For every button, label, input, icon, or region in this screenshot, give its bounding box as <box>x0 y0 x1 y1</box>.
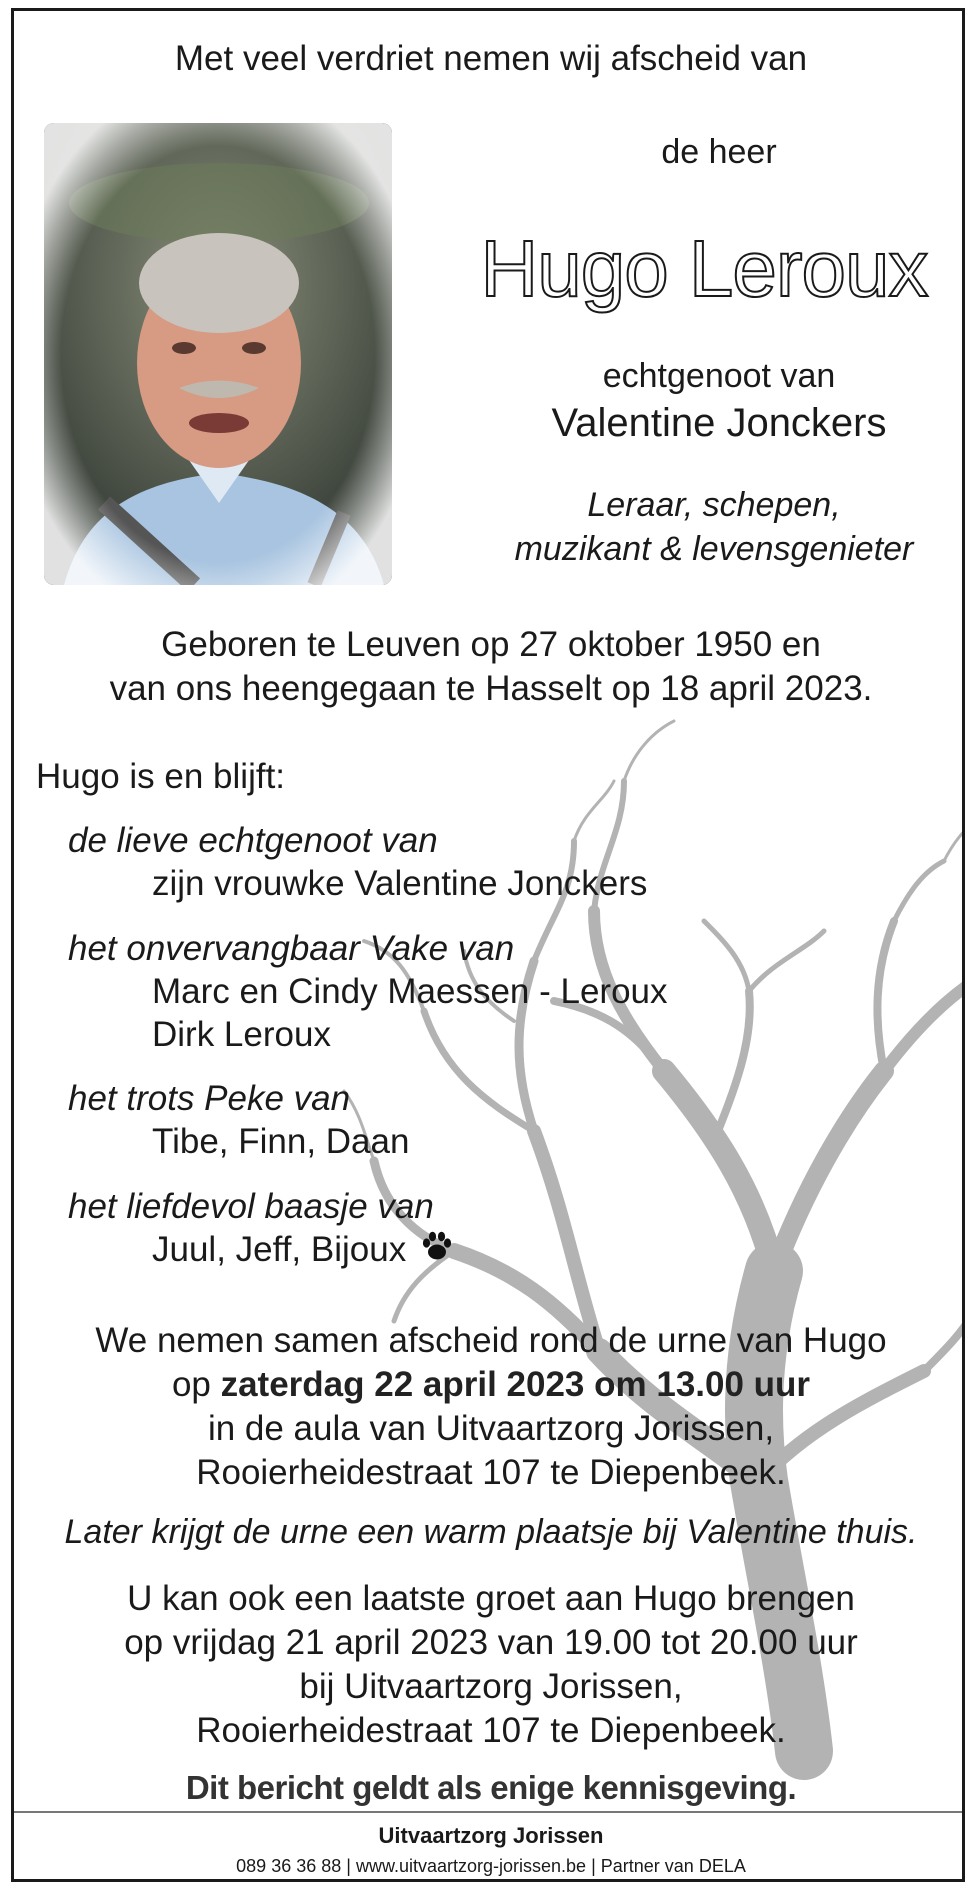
relation-label: de lieve echtgenoot van <box>68 821 438 860</box>
visitation-line: op vrijdag 21 april 2023 van 19.00 tot 20.00 uur <box>124 1623 858 1662</box>
relation-name: Juul, Jeff, Bijoux <box>152 1230 407 1269</box>
relation-name: zijn vrouwke Valentine Jonckers <box>152 864 648 903</box>
footer-separator: | <box>591 1856 601 1876</box>
obituary-card <box>11 8 965 1882</box>
farewell-date: zaterdag 22 april 2023 om 13.00 uur <box>220 1365 811 1404</box>
birth-death <box>14 623 965 711</box>
role-line: muzikant & levensgenieter <box>514 530 914 568</box>
relation-label: het liefdevol baasje van <box>68 1187 434 1226</box>
relation-block <box>68 819 647 905</box>
relation-name: Marc en Cindy Maessen - Leroux <box>152 972 668 1011</box>
footer-partner: Partner van DELA <box>600 1856 746 1876</box>
title-prefix: de heer <box>661 133 777 171</box>
farewell-prefix: op <box>171 1365 221 1404</box>
notice: Dit bericht geldt als enige kennisgeving. <box>185 1769 797 1806</box>
farewell-block <box>14 1319 965 1495</box>
birth-line: Geboren te Leuven op 27 oktober 1950 en <box>161 625 821 664</box>
relation-label: het trots Peke van <box>68 1079 351 1118</box>
relations-intro: Hugo is en blijft: <box>36 757 286 796</box>
paw-icon <box>420 1229 454 1263</box>
farewell-line: in de aula van Uitvaartzorg Jorissen, <box>207 1409 775 1448</box>
visitation-line: bij Uitvaartzorg Jorissen, <box>299 1667 683 1706</box>
intro-text: Met veel verdriet nemen wij afscheid van <box>174 39 808 78</box>
spouse-name: Valentine Jonckers <box>551 401 887 445</box>
relation-name: Dirk Leroux <box>152 1015 331 1054</box>
role-line: Leraar, schepen, <box>587 486 841 524</box>
relation-name: Tibe, Finn, Daan <box>152 1122 410 1161</box>
roles <box>474 483 954 571</box>
footer-divider <box>14 1811 962 1813</box>
farewell-date-line <box>14 1363 965 1407</box>
visitation-block <box>14 1577 965 1753</box>
relation-block <box>68 1185 454 1271</box>
relation-label: het onvervangbaar Vake van <box>68 929 515 968</box>
relation-block <box>68 927 668 1056</box>
urn-note: Later krijgt de urne een warm plaatsje bij Valentine thuis. <box>64 1513 918 1551</box>
footer-company: Uitvaartzorg Jorissen <box>378 1823 604 1848</box>
deceased-name: Hugo Leroux <box>480 224 928 313</box>
portrait-photo <box>44 123 392 585</box>
farewell-line: We nemen samen afscheid rond de urne van Hugo <box>95 1321 887 1360</box>
footer-phone: 089 36 36 88 <box>236 1856 342 1876</box>
footer-website[interactable]: www.uitvaartzorg-jorissen.be <box>355 1856 587 1876</box>
visitation-line: U kan ook een laatste groet aan Hugo brengen <box>127 1579 855 1618</box>
relation-block <box>68 1077 409 1163</box>
spouse-label: echtgenoot van <box>602 357 836 395</box>
relation-name-row <box>68 1228 454 1271</box>
footer-contact <box>14 1856 965 1877</box>
farewell-line: Rooierheidestraat 107 te Diepenbeek. <box>196 1453 786 1492</box>
death-line: van ons heengegaan te Hasselt op 18 april 2023. <box>109 669 873 708</box>
visitation-line: Rooierheidestraat 107 te Diepenbeek. <box>196 1711 786 1750</box>
footer-separator: | <box>346 1856 356 1876</box>
